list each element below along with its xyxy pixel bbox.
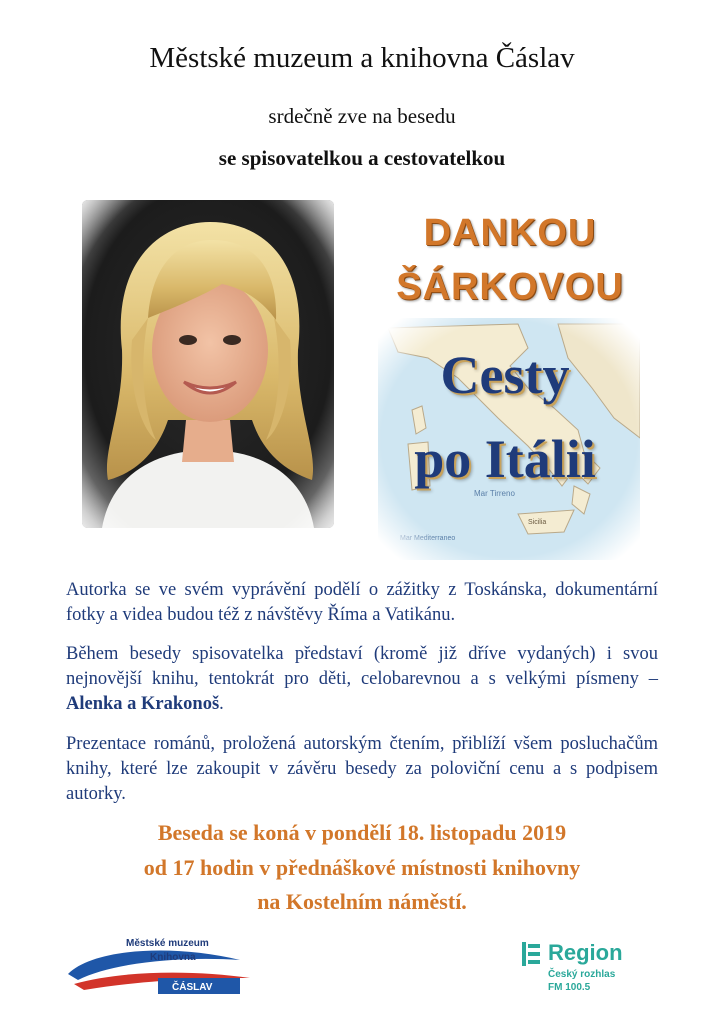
new-book-title: Alenka a Krakonoš xyxy=(66,694,220,714)
museum-logo-line2: Knihovna xyxy=(150,952,196,963)
museum-logo-graphic xyxy=(64,934,254,996)
author-portrait-illustration xyxy=(82,200,334,528)
book-title-line2: po Itálii xyxy=(414,429,596,489)
museum-logo-line1: Městské muzeum xyxy=(126,938,209,949)
body-paragraph-2-text: Během besedy spisovatelka představí (kromě již dříve vydaných) i svou nejnovější knihu, tentokrát pro děti, celobarevnou a s velkými písmeny – xyxy=(66,644,658,689)
author-photo xyxy=(82,200,334,528)
museum-logo-city: ČÁSLAV xyxy=(172,982,213,993)
author-name-line2: ŠÁRKOVOU xyxy=(396,266,624,308)
body-paragraph-2 xyxy=(66,642,658,717)
museum-logo xyxy=(64,934,254,996)
event-location: na Kostelním náměstí. xyxy=(257,889,467,914)
radio-logo-sub1: Český rozhlas xyxy=(548,969,616,980)
body-paragraph-1: Autorka se ve svém vyprávění podělí o zážitky z Toskánska, dokumentární fotky a videa budou též z návštěvy Říma a Vatikánu. xyxy=(66,580,658,625)
header-title: Městské muzeum a knihovna Čáslav xyxy=(149,42,575,74)
radio-logo-sub2: FM 100.5 xyxy=(548,982,591,993)
author-name-line1: DANKOU xyxy=(423,212,597,254)
header-author-intro: se spisovatelkou a cestovatelkou xyxy=(218,146,506,170)
radio-logo-icon xyxy=(522,942,542,966)
event-date: Beseda se koná v pondělí 18. listopadu 2019 xyxy=(157,820,567,845)
radio-logo-sub xyxy=(548,968,615,994)
radio-logo-name: Region xyxy=(548,940,623,965)
header-invite-line: srdečně zve na besedu xyxy=(268,104,456,128)
body-paragraph-2-end: . xyxy=(219,694,224,714)
body-paragraph-3: Prezentace románů, proložená autorským čtením, přiblíží všem posluchačům knihy, které lze zakoupit v závěru besedy za poloviční cenu a s podpisem autorky. xyxy=(66,734,658,804)
event-time-place: od 17 hodin v přednáškové místnosti knihovny xyxy=(143,855,581,880)
book-title-line1: Cesty xyxy=(440,345,570,405)
